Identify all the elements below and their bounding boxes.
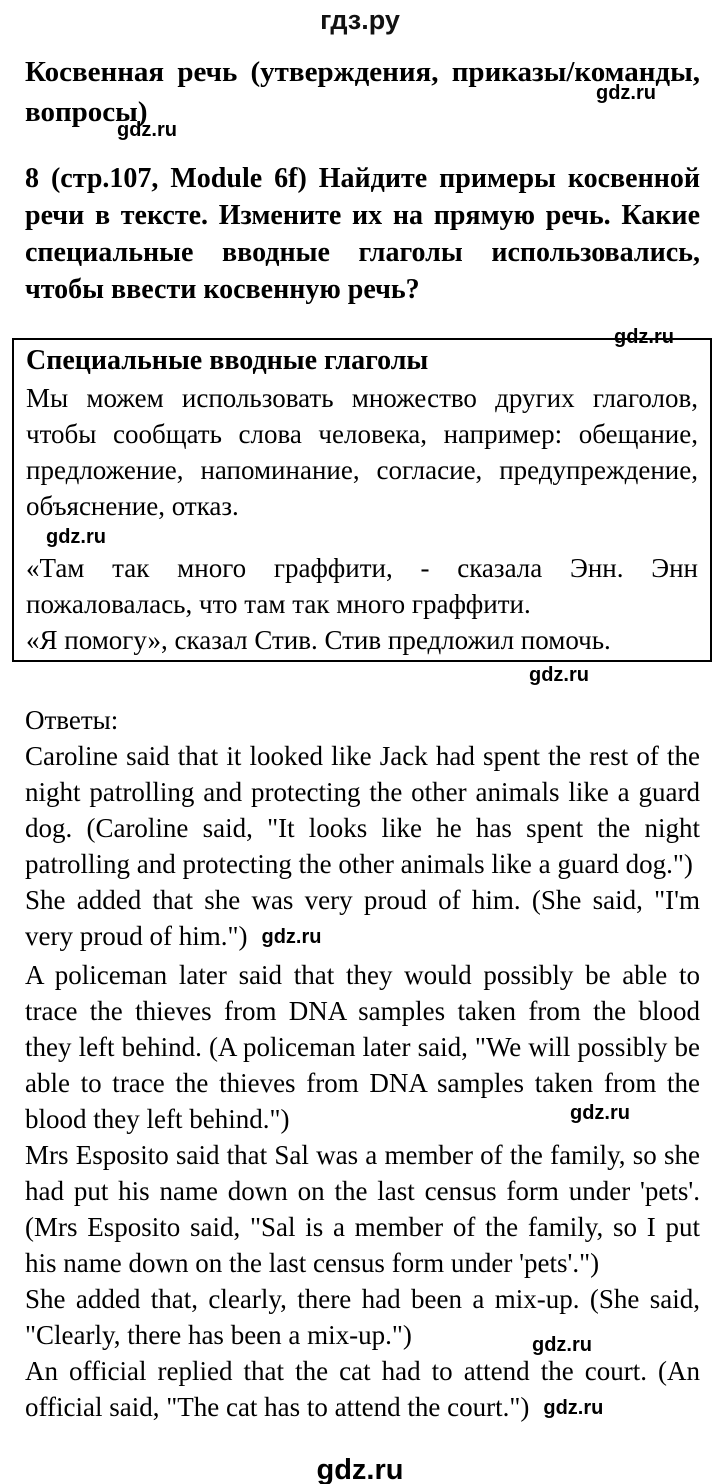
gdz-watermark: gdz.ru — [117, 119, 177, 141]
answer-paragraph-caroline — [25, 738, 700, 882]
gdz-watermark: gdz.ru — [596, 82, 656, 104]
rules-box-example-steve: «Я помогу», сказал Стив. Стив предложил помочь. — [26, 625, 611, 655]
answer-text: She added that she was very proud of him. (She said, "I'm very proud of him.") — [25, 885, 700, 951]
answer-text: A policeman later said that they would possibly be able to trace the thieves from DNA samples taken from the blood they left behind. (A policeman later said, "We will possibly be able to trace the thieves from DNA samples taken from the blood they left behind.") — [25, 960, 700, 1134]
task-statement: 8 (стр.107, Module 6f) Найдите примеры косвенной речи в тексте. Измените их на прямую речь. Какие специальные вводные глаголы использовались, чтобы ввести косвенную речь? — [25, 163, 700, 305]
rules-box-title: Специальные вводные глаголы — [26, 345, 429, 376]
answer-text: Caroline said that it looked like Jack had spent the rest of the night patrolling and protecting the other animals like a guard dog. (Caroline said, "It looks like he has spent the night patrolling and protecting the other animals like a guard dog.") — [25, 741, 700, 879]
gdz-watermark: gdz.ru — [261, 926, 322, 948]
answer-paragraph-official — [25, 1353, 700, 1428]
grammar-rules-box — [12, 326, 712, 662]
gdz-watermark: gdz.ru — [532, 1334, 592, 1356]
gdz-watermark: gdz.ru — [614, 326, 674, 348]
answer-paragraph-esposito — [25, 1137, 700, 1281]
answer-text: An official replied that the cat had to attend the court. (An official said, "The cat has to attend the court.") — [25, 1356, 700, 1422]
rules-box-example-ann: «Там так много граффити, - сказала Энн. Энн пожаловалась, что там так много граффити. — [26, 553, 698, 619]
rules-box-body: Мы можем использовать множество других глаголов, чтобы сообщать слова человека, например: обещание, предложение, напоминание, согласие, предупреждение, объяснение, отказ. — [26, 383, 698, 521]
gdz-watermark: gdz.ru — [543, 1397, 604, 1419]
footer-logo: gdz.ru — [316, 1454, 404, 1484]
answers-label: Ответы: — [25, 705, 119, 735]
answer-paragraph-mixup — [25, 1281, 700, 1356]
gdz-watermark: gdz.ru — [570, 1102, 630, 1124]
page-title: Косвенная речь (утверждения, приказы/команды, вопросы) — [25, 56, 700, 128]
answer-text: She added that, clearly, there had been a mix-up. (She said, "Clearly, there has been a mix-up.") — [25, 1284, 700, 1350]
site-title: гдз.ру — [320, 5, 400, 35]
answer-paragraph-policeman — [25, 957, 700, 1137]
gdz-watermark: gdz.ru — [46, 526, 106, 548]
answer-paragraph-proud — [25, 882, 700, 957]
answer-text: Mrs Esposito said that Sal was a member of the family, so she had put his name down on the last census form under 'pets'. (Mrs Esposito said, "Sal is a member of the family, so I put his name down on the last census form under 'pets'.") — [25, 1140, 700, 1278]
gdz-watermark: gdz.ru — [529, 664, 589, 686]
